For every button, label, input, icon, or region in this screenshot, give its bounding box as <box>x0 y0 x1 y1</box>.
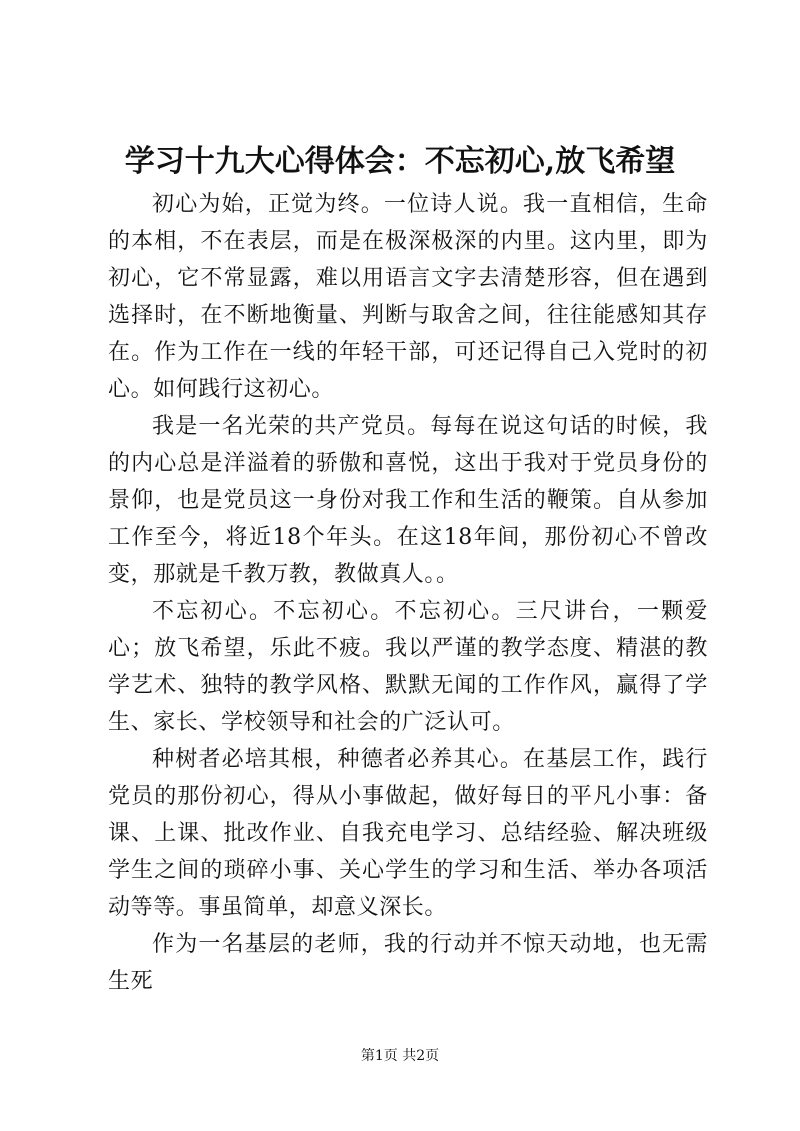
paragraph-4: 种树者必培其根，种德者必养其心。在基层工作，践行党员的那份初心，得从小事做起，做好每日的平凡小事：备课、上课、批改作业、自我充电学习、总结经验、解决班级学生之间的琐碎小事、关心学生的学习和生活、举办各项活动等等。事虽简单，却意义深长。 <box>108 747 708 920</box>
page-number-footer: 第1页 共2页 <box>360 1048 440 1064</box>
paragraph-2: 我是一名光荣的共产党员。每每在说这句话的时候，我的内心总是洋溢着的骄傲和喜悦，这出于我对于党员身份的景仰，也是党员这一身份对我工作和生活的鞭策。自从参加工作至今，将近18个年头。在这18年间，那份初心不曾改变，那就是千教万教，教做真人。。 <box>108 414 708 587</box>
document-body <box>108 186 708 1000</box>
paragraph-5: 作为一名基层的老师，我的行动并不惊天动地，也无需生死 <box>108 932 708 994</box>
document-title: 学习十九大心得体会：不忘初心,放飞希望 <box>124 144 676 179</box>
paragraph-3: 不忘初心。不忘初心。不忘初心。三尺讲台，一颗爱心；放飞希望，乐此不疲。我以严谨的教学态度、精湛的教学艺术、独特的教学风格、默默无闻的工作作风，赢得了学生、家长、学校领导和社会的广泛认可。 <box>108 599 708 735</box>
paragraph-1: 初心为始，正觉为终。一位诗人说。我一直相信，生命的本相，不在表层，而是在极深极深的内里。这内里，即为初心，它不常显露，难以用语言文字去清楚形容，但在遇到选择时，在不断地衡量、判断与取舍之间，往往能感知其存在。作为工作在一线的年轻干部，可还记得自己入党时的初心。如何践行这初心。 <box>108 192 708 402</box>
